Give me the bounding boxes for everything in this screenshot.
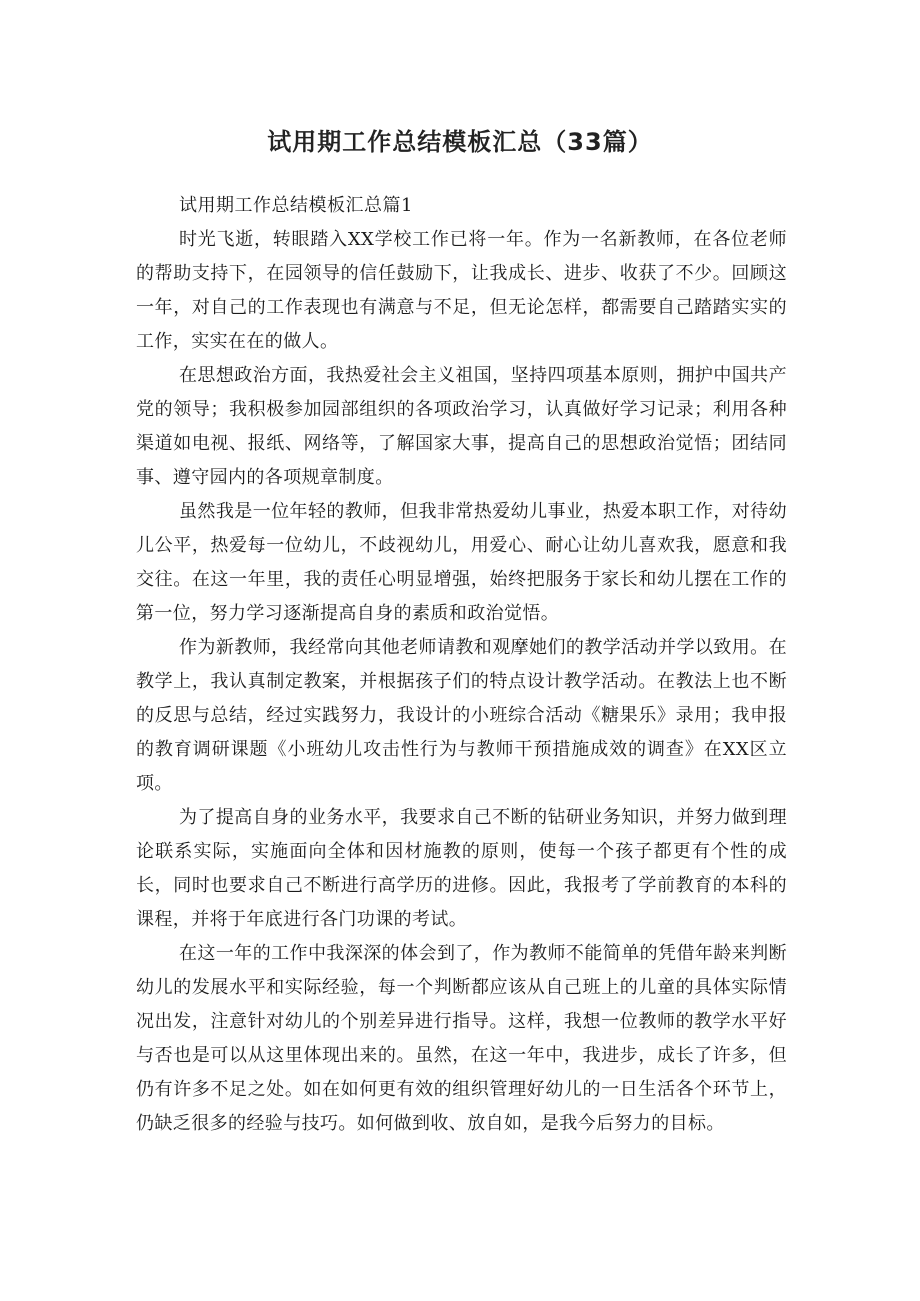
paragraph-study: 为了提高自身的业务水平，我要求自己不断的钻研业务知识，并努力做到理论联系实际，实施面向全体和因材施教的原则，使每一个孩子都更有个性的成长，同时也要求自己不断进行高学历的进修。因此，我报考了学前教育的本科的课程，并将于年底进行各门功课的考试。 [136, 807, 787, 930]
section-heading: 试用期工作总结模板汇总篇1 [179, 195, 413, 216]
paragraph-teaching: 作为新教师，我经常向其他老师请教和观摩她们的教学活动并学以致用。在教学上，我认真制定教案，并根据孩子们的特点设计教学活动。在教法上也不断的反思与总结，经过实践努力，我设计的小班综合活动《糖果乐》录用；我申报的教育调研课题《小班幼儿攻击性行为与教师干预措施成效的调查》在XX区立项。 [136, 637, 787, 794]
paragraph-attitude: 虽然我是一位年轻的教师，但我非常热爱幼儿事业，热爱本职工作，对待幼儿公平，热爱每一位幼儿，不歧视幼儿，用爱心、耐心让幼儿喜欢我，愿意和我交往。在这一年里，我的责任心明显增强，始终把服务于家长和幼儿摆在工作的第一位，努力学习逐渐提高自身的素质和政治觉悟。 [136, 501, 787, 624]
paragraph-intro: 时光飞逝，转眼踏入XX学校工作已将一年。作为一名新教师，在各位老师的帮助支持下，在园领导的信任鼓励下，让我成长、进步、收获了不少。回顾这一年，对自己的工作表现也有满意与不足，但无论怎样，都需要自己踏踏实实的工作，实实在在的做人。 [136, 229, 787, 352]
paragraph-political: 在思想政治方面，我热爱社会主义祖国，坚持四项基本原则，拥护中国共产党的领导；我积极参加园部组织的各项政治学习，认真做好学习记录；利用各种渠道如电视、报纸、网络等，了解国家大事，提高自己的思想政治觉悟；团结同事、遵守园内的各项规章制度。 [136, 365, 787, 488]
paragraph-reflection: 在这一年的工作中我深深的体会到了，作为教师不能简单的凭借年龄来判断幼儿的发展水平和实际经验，每一个判断都应该从自己班上的儿童的具体实际情况出发，注意针对幼儿的个别差异进行指导。这样，我想一位教师的教学水平好与否也是可以从这里体现出来的。虽然，在这一年中，我进步，成长了许多，但仍有许多不足之处。如在如何更有效的组织管理好幼儿的一日生活各个环节上，仍缺乏很多的经验与技巧。如何做到收、放自如，是我今后努力的目标。 [136, 943, 787, 1134]
document-body [136, 189, 787, 1141]
document-title: 试用期工作总结模板汇总（33篇） [267, 128, 653, 156]
